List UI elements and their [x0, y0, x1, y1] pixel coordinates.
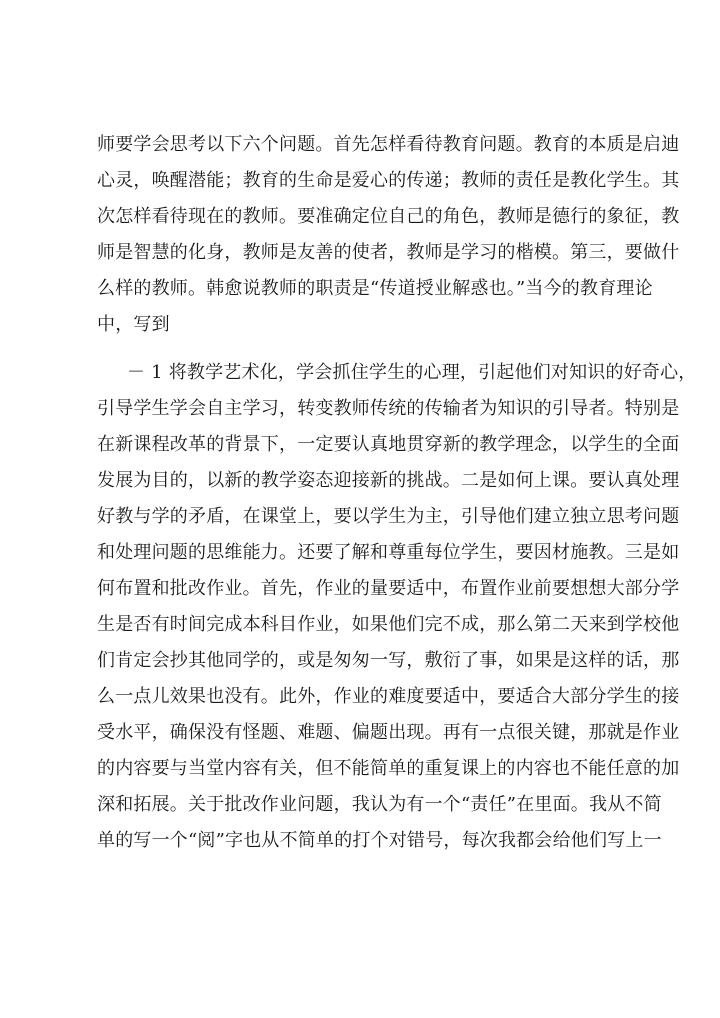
text-line: 何布置和批改作业。首先，作业的量要适中，布置作业前要想想大部分学: [97, 578, 680, 599]
text-line: 生是否有时间完成本科目作业，如果他们完不成，那么第二天来到学校他: [97, 614, 680, 635]
text-line: 师要学会思考以下六个问题。首先怎样看待教育问题。教育的本质是启迪: [97, 134, 680, 155]
text-line: 在新课程改革的背景下，一定要认真地贯穿新的教学理念，以学生的全面: [97, 434, 680, 455]
text-line: 师是智慧的化身，教师是友善的使者，教师是学习的楷模。第三，要做什: [97, 242, 680, 263]
text-line: － 1 将教学艺术化，学会抓住学生的心理，引起他们对知识的好奇心，: [127, 362, 697, 383]
text-line: 引导学生学会自主学习，转变教师传统的传输者为知识的引导者。特别是: [97, 398, 680, 419]
text-line: 们肯定会抄其他同学的，或是匆匆一写，敷衍了事，如果是这样的话，那: [97, 650, 680, 671]
text-line: 中，写到: [97, 314, 170, 335]
text-line: 心灵，唤醒潜能；教育的生命是爱心的传递；教师的责任是教化学生。其: [97, 170, 680, 191]
text-line: 和处理问题的思维能力。还要了解和尊重每位学生，要因材施教。三是如: [97, 542, 680, 563]
text-line: 好教与学的矛盾，在课堂上，要以学生为主，引导他们建立独立思考问题: [97, 506, 680, 527]
text-line: 么一点儿效果也没有。此外，作业的难度要适中，要适合大部分学生的接: [97, 686, 680, 707]
text-line: 发展为目的，以新的教学姿态迎接新的挑战。二是如何上课。要认真处理: [97, 470, 680, 491]
text-line: 受水平，确保没有怪题、难题、偏题出现。再有一点很关键，那就是作业: [97, 722, 680, 743]
text-line: 深和拓展。关于批改作业问题，我认为有一个“责任”在里面。我从不简: [97, 794, 662, 815]
text-line: 单的写一个“阅”字也从不简单的打个对错号，每次我都会给他们写上一: [97, 830, 662, 851]
text-line: 的内容要与当堂内容有关，但不能简单的重复课上的内容也不能任意的加: [97, 758, 680, 779]
text-line: 么样的教师。韩愈说教师的职责是“传道授业解惑也。”当今的教育理论: [97, 278, 653, 299]
text-line: 次怎样看待现在的教师。要准确定位自己的角色，教师是德行的象征，教: [97, 206, 680, 227]
